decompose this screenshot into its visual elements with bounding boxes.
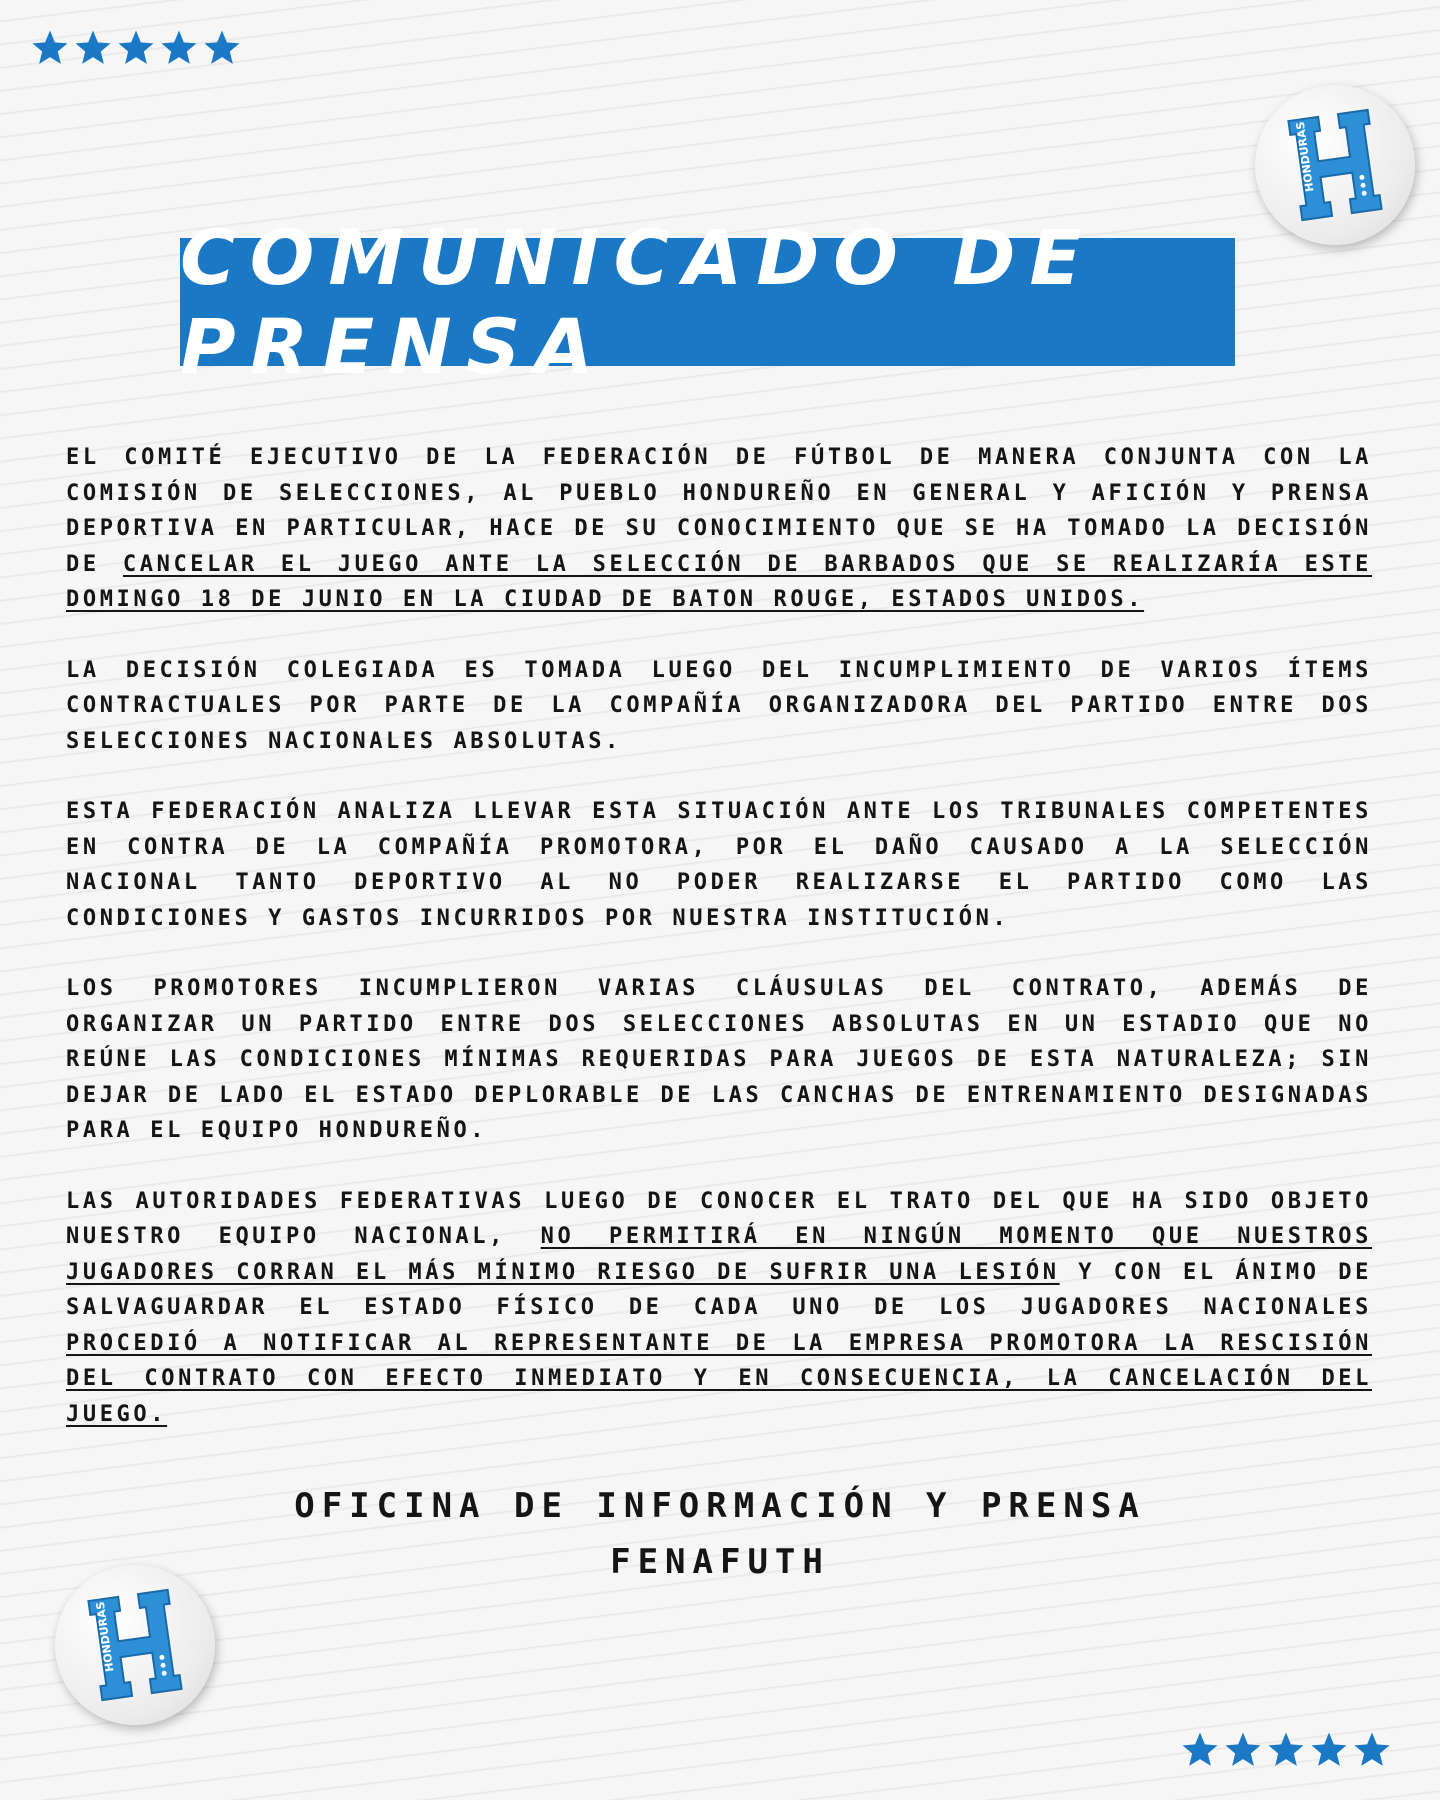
body-paragraph [66,440,1372,618]
sticker-text: HONDURAS [1293,120,1317,193]
signature-block [0,1478,1440,1590]
paragraph-text: LA DECISIÓN COLEGIADA ES TOMADA LUEGO DEL INCUMPLIMIENTO DE VARIOS ÍTEMS CONTRACTUALES POR PARTE DE LA COMPAÑÍA ORGANIZADORA DEL PARTIDO ENTRE DOS SELECCIONES NACIONALES ABSOLUTAS. [66,657,1372,754]
sticker-text: HONDURAS [93,1600,117,1673]
body-paragraph [66,794,1372,936]
stars-bottom-right [1180,1730,1392,1770]
star-icon [202,28,242,68]
stars-top-left [30,28,242,68]
star-icon [1352,1730,1392,1770]
underlined-text: CANCELAR EL JUEGO ANTE LA SELECCIÓN DE BARBADOS QUE SE REALIZARÍA ESTE DOMINGO 18 DE JUNIO EN LA CIUDAD DE BATON ROUGE, ESTADOS UNIDOS. [66,551,1372,612]
paragraph-text: LAS AUTORIDADES FEDERATIVAS LUEGO DE CONOCER EL TRATO DEL QUE HA SIDO OBJETO NUESTRO EQUIPO NACIONAL, [66,1188,1372,1249]
honduras-h-logo-icon [1255,85,1415,245]
signature-office: OFICINA DE INFORMACIÓN Y PRENSA [294,1486,1146,1526]
star-icon [30,28,70,68]
title-banner [180,213,1235,391]
underlined-text: NO PERMITIRÁ EN NINGÚN MOMENTO QUE NUESTROS JUGADORES CORRAN EL MÁS MÍNIMO RIESGO DE SUFRIR UNA LESIÓN [66,1224,1372,1285]
signature-organization: FENAFUTH [610,1542,830,1582]
paragraph-text: ESTA FEDERACIÓN ANALIZA LLEVAR ESTA SITUACIÓN ANTE LOS TRIBUNALES COMPETENTES EN CONTRA DE LA COMPAÑÍA PROMOTORA, POR EL DAÑO CAUSADO A LA SELECCIÓN NACIONAL TANTO DEPORTIVO AL NO PODER REALIZARSE EL PARTIDO COMO LAS CONDICIONES Y GASTOS INCURRIDOS POR NUESTRA INSTITUCIÓN. [66,799,1372,931]
underlined-text: PROCEDIÓ A NOTIFICAR AL REPRESENTANTE DE LA EMPRESA PROMOTORA LA RESCISIÓN DEL CONTRATO CON EFECTO INMEDIATO Y EN CONSECUENCIA, LA CANCELACIÓN DEL JUEGO. [66,1330,1372,1427]
paragraph-text: EL COMITÉ EJECUTIVO DE LA FEDERACIÓN DE FÚTBOL DE MANERA CONJUNTA CON LA COMISIÓN DE SELECCIONES, AL PUEBLO HONDUREÑO EN GENERAL Y AFICIÓN Y PRENSA DEPORTIVA EN PARTICULAR, HACE DE SU CONOCIMIENTO QUE SE HA TOMADO LA DECISIÓN DE [66,445,1372,577]
honduras-sticker-top-right [1255,85,1415,245]
paragraph-text: Y CON EL ÁNIMO DE SALVAGUARDAR EL ESTADO FÍSICO DE CADA UNO DE LOS JUGADORES NACIONALES [66,1259,1372,1320]
body-paragraph [66,971,1372,1149]
star-icon [73,28,113,68]
body-paragraph [66,1184,1372,1433]
star-icon [116,28,156,68]
star-icon [1180,1730,1220,1770]
star-icon [1223,1730,1263,1770]
page-title: COMUNICADO DE PRENSA [180,213,1096,391]
press-release-body [66,440,1372,1467]
star-icon [1309,1730,1349,1770]
honduras-h-logo-icon [55,1565,215,1725]
paragraph-text: LOS PROMOTORES INCUMPLIERON VARIAS CLÁUSULAS DEL CONTRATO, ADEMÁS DE ORGANIZAR UN PARTIDO ENTRE DOS SELECCIONES ABSOLUTAS EN UN ESTADIO QUE NO REÚNE LAS CONDICIONES MÍNIMAS REQUERIDAS PARA JUEGOS DE ESTA NATURALEZA; SIN DEJAR DE LADO EL ESTADO DEPLORABLE DE LAS CANCHAS DE ENTRENAMIENTO DESIGNADAS PARA EL EQUIPO HONDUREÑO. [66,976,1372,1143]
star-icon [1266,1730,1306,1770]
honduras-sticker-bottom-left [55,1565,215,1725]
star-icon [159,28,199,68]
body-paragraph [66,653,1372,760]
